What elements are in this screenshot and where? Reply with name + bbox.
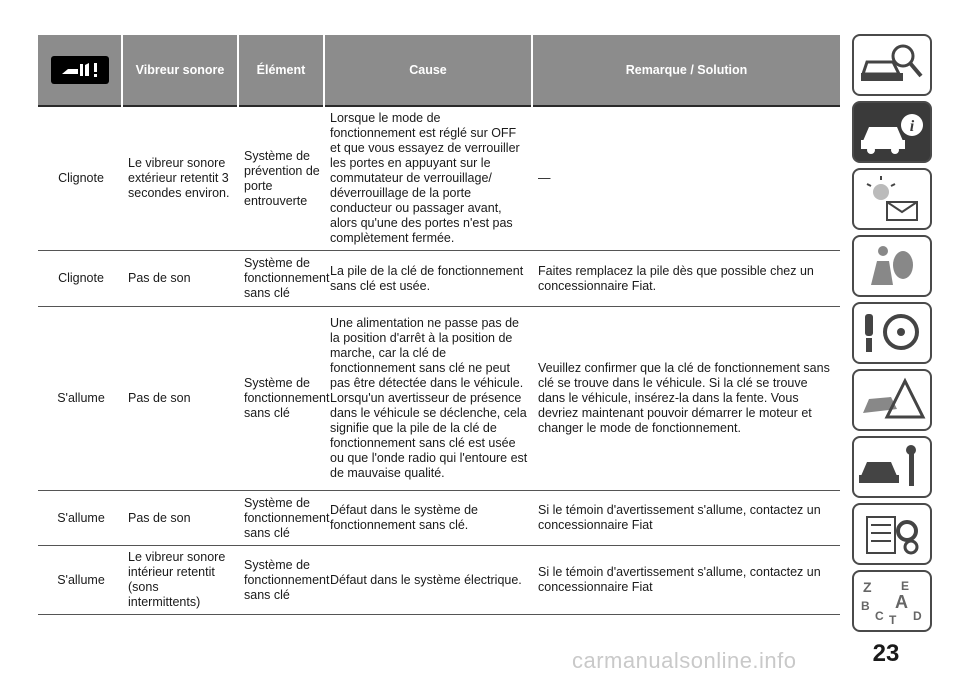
header-solution: Remarque / Solution	[532, 35, 840, 106]
specs-gears-icon	[857, 509, 927, 559]
index-letter: B	[861, 599, 870, 613]
header-element: Élément	[238, 35, 324, 106]
table-row	[38, 546, 840, 615]
tab-warning-lights[interactable]	[852, 168, 932, 230]
tab-car-search[interactable]	[852, 34, 932, 96]
element-cell: Système de fonctionnement sans clé	[238, 251, 324, 307]
index-letter: T	[889, 613, 897, 626]
element-cell: Système de fonctionnement sans clé	[238, 491, 324, 546]
element-cell: Système de prévention de porte entrouverte	[238, 106, 324, 251]
tab-safety[interactable]	[852, 235, 932, 297]
table-row	[38, 491, 840, 546]
table-row	[38, 307, 840, 491]
table-row	[38, 251, 840, 307]
car-search-icon	[857, 40, 927, 90]
cause-cell: La pile de la clé de fonctionnement sans clé est usée.	[324, 251, 532, 307]
element-cell: Système de fonctionnement sans clé	[238, 546, 324, 615]
solution-cell: Faites remplacez la pile dès que possible chez un concessionnaire Fiat.	[532, 251, 840, 307]
watermark: carmanualsonline.info	[572, 648, 797, 673]
tab-technical-data[interactable]	[852, 503, 932, 565]
solution-cell: Si le témoin d'avertissement s'allume, contactez un concessionnaire Fiat	[532, 491, 840, 546]
tab-car-info[interactable]	[852, 101, 932, 163]
warning-light-mail-icon	[857, 174, 927, 224]
index-letter: D	[913, 609, 922, 623]
warning-table-container	[38, 35, 840, 615]
cause-cell: Défaut dans le système de fonctionnement sans clé.	[324, 491, 532, 546]
buzzer-cell: Le vibreur sonore extérieur retentit 3 secondes environ.	[122, 106, 238, 251]
index-letter: C	[875, 609, 884, 623]
airbag-passenger-icon	[857, 241, 927, 291]
alphabet-index-icon	[857, 576, 927, 626]
solution-cell: —	[532, 106, 840, 251]
tab-emergency[interactable]	[852, 369, 932, 431]
tab-index[interactable]	[852, 570, 932, 632]
index-letter: E	[901, 579, 910, 593]
indicator-cell: S'allume	[38, 491, 122, 546]
buzzer-cell: Pas de son	[122, 251, 238, 307]
solution-cell: Veuillez confirmer que la clé de fonctionnement sans clé se trouve dans le véhicule. Si la clé se trouve dans le véhicule, insérez-la dans la fente. Vous devriez maintenant pouvoir démarrer le moteur et changer le mode de fonctionnement.	[532, 307, 840, 491]
index-letter: Z	[863, 579, 872, 595]
buzzer-cell: Pas de son	[122, 307, 238, 491]
tab-start-driving[interactable]	[852, 302, 932, 364]
page-number: 23	[872, 640, 900, 667]
cause-cell: Défaut dans le système électrique.	[324, 546, 532, 615]
indicator-cell: S'allume	[38, 546, 122, 615]
header-warning-light	[38, 35, 122, 106]
table-row	[38, 106, 840, 251]
car-accident-warning-icon	[857, 375, 927, 425]
chapter-sidebar	[852, 34, 934, 637]
header-cause: Cause	[324, 35, 532, 106]
car-info-icon	[857, 107, 927, 157]
index-letter: A	[895, 592, 908, 612]
indicator-cell: Clignote	[38, 106, 122, 251]
indicator-cell: Clignote	[38, 251, 122, 307]
cause-cell: Lorsque le mode de fonctionnement est réglé sur OFF et que vous essayez de verrouiller les portes en appuyant sur le commutateur de verrouillage/ déverrouillage de la porte conducteur ou passager avant, alors qu'une des portes n'est pas complètement fermée.	[324, 106, 532, 251]
indicator-cell: S'allume	[38, 307, 122, 491]
tab-maintenance[interactable]	[852, 436, 932, 498]
svg-text:i: i	[909, 118, 915, 135]
key-steering-wheel-icon	[857, 308, 927, 358]
element-cell: Système de fonctionnement sans clé	[238, 307, 324, 491]
cause-cell: Une alimentation ne passe pas de la position d'arrêt à la position de marche, car la clé de fonctionnement sans clé ne peut pas être détectée dans le véhicule. Lorsqu'un avertisseur de présence dans le véhicule se déclenche, cela signifie que la pile de la clé de fonctionnement sans clé est usée ou que l'onde radio qui l'entoure est de mauvaise qualité.	[324, 307, 532, 491]
car-tools-icon	[857, 442, 927, 492]
buzzer-cell: Pas de son	[122, 491, 238, 546]
warning-table	[38, 35, 840, 615]
header-buzzer: Vibreur sonore	[122, 35, 238, 106]
solution-cell: Si le témoin d'avertissement s'allume, contactez un concessionnaire Fiat	[532, 546, 840, 615]
table-header-row	[38, 35, 840, 106]
buzzer-cell: Le vibreur sonore intérieur retentit (sons intermittents)	[122, 546, 238, 615]
door-ajar-warning-icon	[51, 56, 109, 84]
